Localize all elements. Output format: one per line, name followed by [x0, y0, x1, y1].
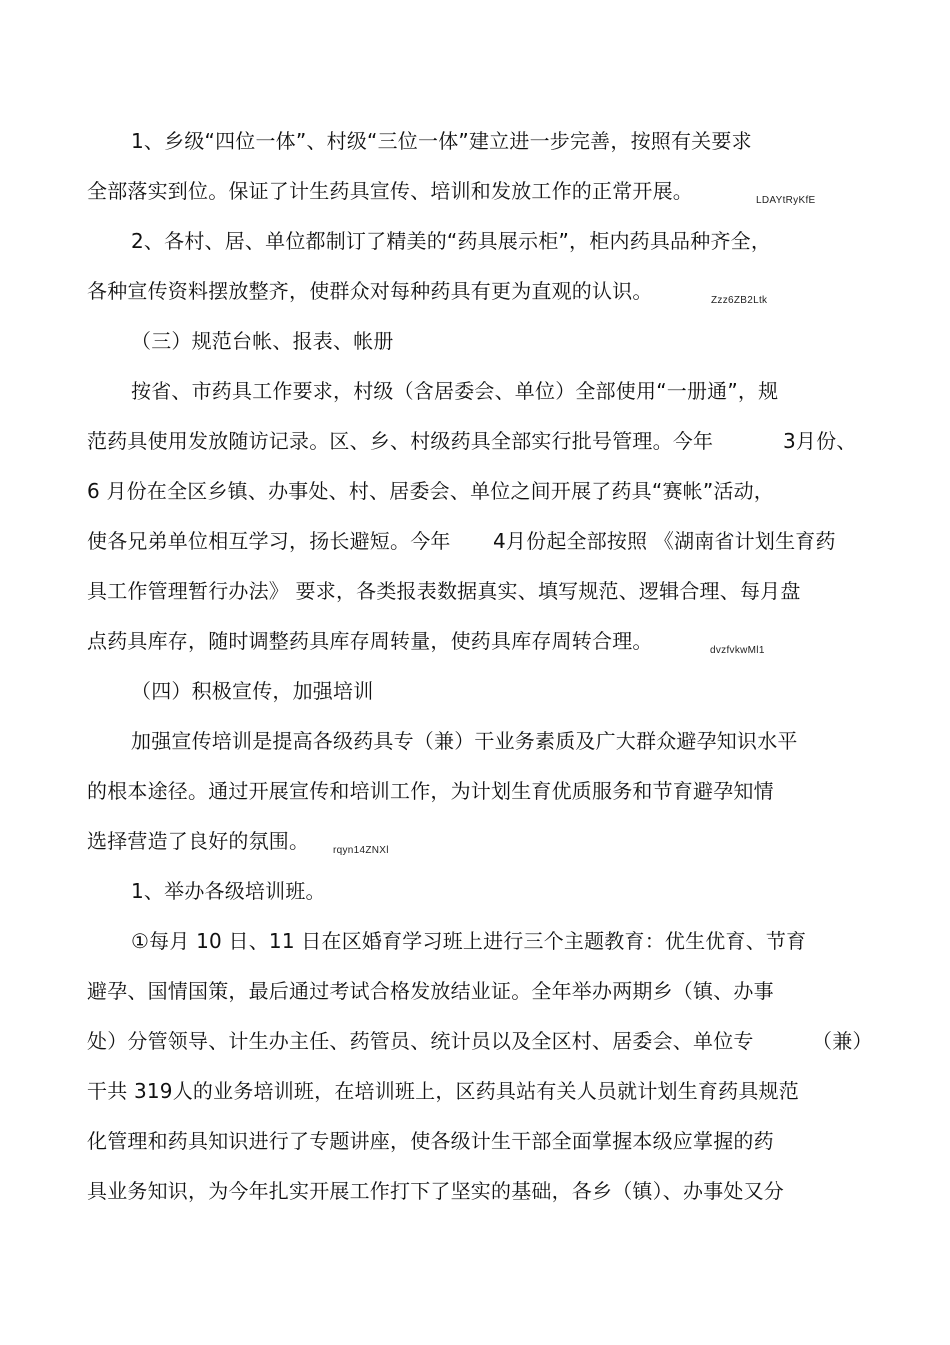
- section-heading: （三）规范台帐、报表、帐册: [131, 329, 394, 353]
- text-line: 按省、市药具工作要求，村级（含居委会、单位）全部使用“一册通”，规: [131, 379, 779, 403]
- text-line: 加强宣传培训是提高各级药具专（兼）干业务素质及广大群众避孕知识水平: [131, 729, 798, 753]
- text-line: 使各兄弟单位相互学习，扬长避短。今年: [87, 529, 451, 553]
- watermark-code: LDAYtRyKfE: [756, 195, 816, 206]
- text-line: 1、乡级“四位一体”、村级“三位一体”建立进一步完善，按照有关要求: [131, 129, 752, 153]
- text-line: 选择营造了良好的氛围。: [87, 829, 310, 853]
- text-line: 避孕、国情国策，最后通过考试合格发放结业证。全年举办两期乡（镇、办事: [87, 979, 774, 1003]
- text-line: 干共 319人的业务培训班，在培训班上，区药具站有关人员就计划生育药具规范: [87, 1079, 799, 1103]
- text-line: 全部落实到位。保证了计生药具宣传、培训和发放工作的正常开展。: [87, 179, 693, 203]
- text-line: 的根本途径。通过开展宣传和培训工作，为计划生育优质服务和节育避孕知情: [87, 779, 774, 803]
- text-line: 点药具库存，随时调整药具库存周转量，使药具库存周转合理。: [87, 629, 653, 653]
- watermark-code: Zzz6ZB2Ltk: [711, 295, 768, 306]
- text-line: （兼）: [812, 1029, 873, 1053]
- text-line: 3月份、: [783, 429, 857, 453]
- text-line: 2、各村、居、单位都制订了精美的“药具展示柜”，柜内药具品种齐全，: [131, 229, 772, 253]
- watermark-code: rqyn14ZNXl: [333, 845, 389, 856]
- text-line: 1、举办各级培训班。: [131, 879, 326, 903]
- text-line: 处）分管领导、计生办主任、药管员、统计员以及全区村、居委会、单位专: [87, 1029, 754, 1053]
- text-line: 具工作管理暂行办法》 要求，各类报表数据真实、填写规范、逻辑合理、每月盘: [87, 579, 801, 603]
- text-line: 6 月份在全区乡镇、办事处、村、居委会、单位之间开展了药具“赛帐”活动，: [87, 479, 775, 503]
- text-line: 具业务知识，为今年扎实开展工作打下了坚实的基础，各乡（镇）、办事处又分: [87, 1179, 784, 1203]
- text-line: ①每月 10 日、11 日在区婚育学习班上进行三个主题教育：优生优育、节育: [131, 929, 807, 953]
- text-line: 范药具使用发放随访记录。区、乡、村级药具全部实行批号管理。今年: [87, 429, 714, 453]
- section-heading: （四）积极宣传，加强培训: [131, 679, 374, 703]
- text-line: 4月份起全部按照 《湖南省计划生育药: [493, 529, 836, 553]
- watermark-code: dvzfvkwMl1: [710, 645, 765, 656]
- text-line: 化管理和药具知识进行了专题讲座，使各级计生干部全面掌握本级应掌握的药: [87, 1129, 774, 1153]
- text-line: 各种宣传资料摆放整齐，使群众对每种药具有更为直观的认识。: [87, 279, 653, 303]
